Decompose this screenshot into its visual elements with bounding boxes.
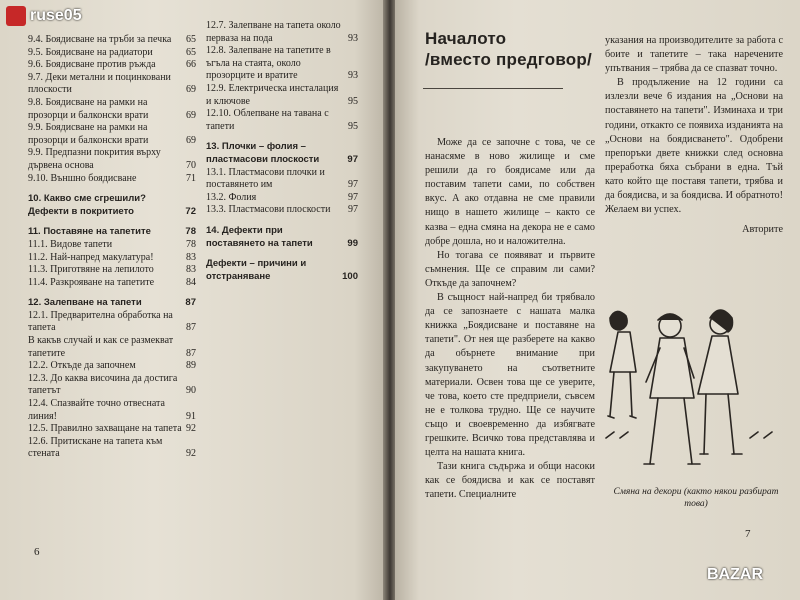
toc-entry-title: 11. Поставяне на тапетите (28, 226, 151, 238)
toc-entry-title: 11.2. Най-напред макулатура! (28, 251, 154, 263)
toc-entry-page: 69 (186, 84, 196, 96)
toc-section (206, 225, 358, 250)
toc-entry-page: 78 (185, 226, 196, 238)
right-page (395, 0, 800, 600)
toc-entry-page: 99 (347, 237, 358, 249)
toc-entry-title: 9.5. Боядисване на радиатори (28, 46, 153, 58)
illustration-caption: Смяна на декори (както някои разбират това) (613, 487, 779, 509)
toc-entry (28, 47, 196, 60)
watermark-top-left: ruse05 (30, 7, 82, 24)
toc-entry-page: 87 (186, 347, 196, 359)
toc-entry (28, 398, 196, 423)
preface-column-1 (425, 136, 595, 502)
toc-entry (28, 277, 196, 290)
toc-entry-title: 13.2. Фолия (206, 191, 257, 203)
watermark-bottom-right: BAZAR (707, 566, 763, 583)
toc-entry (28, 34, 196, 47)
toc-entry (206, 108, 358, 133)
toc-entry-page: 95 (348, 95, 358, 107)
toc-entry-title: 9.7. Деки метални и поцинковани плоскости (28, 71, 171, 96)
toc-entry-title: 12.5. Правилно захващане на тапета (28, 423, 182, 435)
toc-entry-title: 9.9. Боядисване на рамки на прозорци и балконски врати (28, 122, 149, 146)
toc-entry (28, 360, 196, 373)
toc-entry-page: 93 (348, 70, 358, 82)
toc-entry-title: 12.10. Облепване на тавана с тапети (206, 108, 329, 132)
chapter-title-line-1: Началото (425, 29, 507, 48)
toc-entry (206, 167, 358, 192)
toc-entry-page: 87 (186, 322, 196, 334)
toc-entry-page: 72 (185, 205, 196, 217)
toc-entry-title: 9.9. Предпазни покрития върху дървена основа (28, 147, 161, 171)
toc-section (28, 226, 196, 239)
toc-section (28, 297, 196, 310)
page-number-right: 7 (745, 528, 751, 540)
toc-entry (28, 436, 196, 461)
toc-entry-page: 65 (186, 46, 196, 58)
preface-paragraph: Може да се започне с това, че се нанасяме в ново жилище и сме решили да го боядисаме или да поставим тапети сами, по собствен вкус. А ако отдавна не сме правили нищо в нашето жилище – както се казва – една смяна на декора не е само добре дошла, но и наложителна. (425, 137, 595, 247)
toc-entry-title: 11.1. Видове тапети (28, 238, 113, 250)
toc-entry-title: 13.1. Пластмасови плочки и поставянето им (206, 166, 325, 191)
toc-entry-page: 92 (186, 448, 196, 460)
toc-entry-page: 83 (186, 264, 196, 276)
toc-entry-page: 97 (348, 191, 358, 203)
toc-entry-title: 9.6. Боядисване против ръжда (28, 59, 156, 71)
toc-column-1 (28, 34, 196, 461)
toc-entry-title: 12.2. Откъде да започнем (28, 360, 136, 372)
title-underline (423, 88, 563, 89)
toc-section (206, 141, 358, 166)
toc-entry-title: 11.4. Разкрояване на тапетите (28, 276, 155, 288)
toc-entry-page: 95 (348, 120, 358, 132)
toc-section (206, 258, 358, 283)
toc-entry (28, 122, 196, 147)
preface-paragraph: Но тогава се появяват и първите съмнения. Ще се справим ли сами? Откъде да започнем? (425, 249, 595, 289)
toc-entry (28, 252, 196, 265)
toc-entry-title: 12.6. Притискане на тапета към стената (28, 435, 163, 460)
toc-entry-title: 12.8. Залепване на тапетите в ъгъла на стаята, около прозорците и вратите (206, 45, 331, 82)
toc-entry-title: 13. Плочки – фолия – пластмасови плоскости (206, 141, 320, 165)
toc-entry-title: 11.3. Приготвяне на лепилото (28, 264, 154, 276)
preface-paragraph: указания на производителите за работа с боите и тапетите – така наречените упътвания – трябва да се спазват точно. (605, 35, 783, 75)
toc-entry (28, 72, 196, 97)
toc-entry-title: 13.3. Пластмасови плоскости (206, 204, 331, 216)
toc-entry (28, 264, 196, 277)
toc-entry (206, 204, 358, 217)
toc-entry-title: 14. Дефекти при поставянето на тапети (206, 224, 313, 249)
toc-entry-page: 97 (347, 153, 358, 165)
toc-entry-page: 97 (348, 179, 358, 191)
toc-entry-page: 93 (348, 32, 358, 44)
cartoon-illustration (600, 288, 780, 478)
chapter-title-line-2: /вместо предговор/ (425, 50, 592, 69)
watermark-logo-icon (6, 6, 26, 26)
signature: Авторите (742, 224, 783, 236)
toc-entry (28, 373, 196, 398)
toc-entry-page: 69 (186, 109, 196, 121)
toc-entry-page: 66 (186, 59, 196, 71)
toc-entry (28, 147, 196, 172)
toc-entry (28, 310, 196, 335)
page-number-left: 6 (34, 546, 40, 558)
toc-entry-page: 69 (186, 134, 196, 146)
toc-entry-page: 90 (186, 385, 196, 397)
toc-entry (206, 20, 358, 45)
preface-paragraph: В продължение на 12 години са излезли вече 6 издания на „Основи на поставянето на тапети". Изминаха и три години, откакто се появиха изданията на „Основи на боядисването". Одобрени препоръки двете книжки след основна преработка бяха събрани в една. Тъй като който ще поставя тапети, трябва и да боядисва, и за боядисва. И обратното! Желаем ви успех. (605, 77, 783, 216)
toc-entry-title: В какъв случай и как се размекват тапетите (28, 335, 174, 359)
toc-entry-page: 70 (186, 159, 196, 171)
preface-paragraph: Тази книга съдържа и общи насоки как се боядисва и как се поставят тапети. Специалните (425, 461, 595, 501)
toc-entry (206, 83, 358, 108)
toc-entry-title: 10. Какво сме сгрешили? Дефекти в покритието (28, 193, 146, 217)
toc-entry-page: 78 (186, 238, 196, 250)
toc-entry-title: 12.1. Предварителна обработка на тапета (28, 309, 173, 334)
toc-entry-page: 89 (186, 360, 196, 372)
toc-entry-title: 12.4. Спазвайте точно отвесната линия! (28, 398, 165, 422)
toc-entry (206, 45, 358, 83)
toc-entry (28, 423, 196, 436)
toc-entry-page: 71 (186, 172, 196, 184)
toc-entry-title: 12.3. До каква височина да достига тапетът (28, 372, 178, 397)
chapter-title (425, 28, 592, 70)
toc-entry-page: 84 (186, 276, 196, 288)
toc-entry-title: 12.9. Електрическа инсталация и ключове (206, 82, 339, 107)
toc-entry (28, 239, 196, 252)
toc-entry-page: 97 (348, 204, 358, 216)
toc-entry (28, 59, 196, 72)
toc-entry (28, 173, 196, 186)
toc-column-2 (206, 20, 358, 283)
toc-entry-title: Дефекти – причини и отстраняване (206, 258, 307, 282)
toc-entry-page: 83 (186, 251, 196, 263)
toc-entry (28, 335, 196, 360)
toc-entry-title: 12.7. Залепване на тапета около первaза на пода (206, 20, 341, 44)
toc-entry-title: 12. Залепване на тапети (28, 297, 142, 309)
toc-entry-title: 9.4. Боядисване на тръби за печка (28, 34, 172, 45)
toc-section (28, 193, 196, 218)
toc-entry (206, 192, 358, 205)
preface-column-2 (605, 34, 783, 237)
toc-entry-title: 9.10. Външно боядисване (28, 172, 137, 184)
toc-entry (28, 97, 196, 122)
toc-entry-page: 100 (342, 270, 358, 282)
toc-entry-page: 87 (185, 297, 196, 309)
toc-entry-page: 65 (186, 34, 196, 45)
toc-entry-page: 91 (186, 410, 196, 422)
toc-entry-title: 9.8. Боядисване на рамки на прозорци и балконски врати (28, 96, 149, 121)
left-page (0, 0, 385, 600)
preface-paragraph: В същност най-напред би трябвало да се запознаете с нашата малка книжка „Боядисване и поставяне на тапети". От нея ще разберете на какво да обърнете внимание при закупуването на съответните материали. Освен това ще се уверите, че това, което сте предприели, съвсем не е толкова трудно. Ще се научите също и своевременно да избягвате грешките. Всичко това представлява и целта на нашата книга. (425, 292, 595, 459)
toc-entry-page: 92 (186, 423, 196, 435)
